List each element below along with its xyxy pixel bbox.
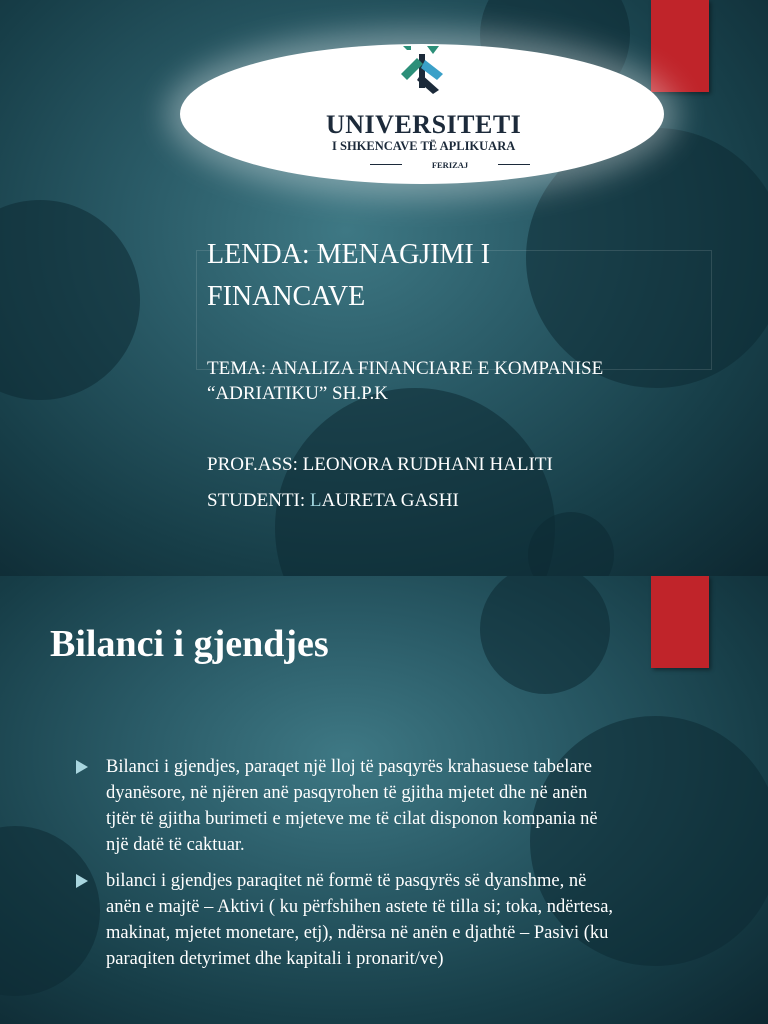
decor-circle (480, 576, 610, 694)
decor-circle (0, 200, 140, 400)
bullet-text: bilanci i gjendjes paraqitet në formë të pasqyrës së dyanshme, në anën e majtë – Aktivi ( ku përfshihen astete të tilla si; toka, ndërtesa, makinat, mjetet monetare, etj), ndërsa në anën e djathtë – Pasivi (ku paraqiten detyrimet dhe kapitali i pronarit/ve) (106, 871, 614, 969)
content-slide (0, 576, 768, 1024)
triangle-bullet-icon (76, 760, 88, 774)
student-rest: AURETA GASHI (321, 490, 459, 511)
student-text (207, 490, 459, 512)
triangle-bullet-icon (76, 874, 88, 888)
bullet-list (76, 754, 616, 982)
logo-container (180, 44, 664, 184)
university-city: FERIZAJ (431, 160, 469, 170)
slide-title: Bilanci i gjendjes (50, 623, 329, 665)
list-item (76, 754, 616, 858)
accent-bar (651, 0, 709, 92)
university-name: UNIVERSITETI (326, 110, 522, 139)
bullet-text: Bilanci i gjendjes, paraqet një lloj të pasqyrës krahasuese tabelare dyanësore, në njëren anë pasqyrohen të gjitha mjetet dhe në anën tjtër të gjitha burimeti e mjeteve me të cilat disponon kompania në një datë të caktuar. (106, 757, 598, 855)
course-title: LENDA: MENAGJIMI I FINANCAVE (207, 239, 491, 312)
student-prefix: STUDENTI: (207, 490, 310, 511)
list-item (76, 868, 616, 972)
student-initial: L (309, 490, 322, 511)
topic-text: TEMA: ANALIZA FINANCIARE E KOMPANISE “ADRIATIKU” SH.P.K (207, 358, 604, 404)
university-logo-icon (399, 44, 445, 96)
accent-bar (651, 576, 709, 668)
decor-circle (275, 388, 555, 576)
professor-text: PROF.ASS: LEONORA RUDHANI HALITI (207, 454, 553, 475)
university-subtitle: I SHKENCAVE TË APLIKUARA (332, 139, 516, 153)
